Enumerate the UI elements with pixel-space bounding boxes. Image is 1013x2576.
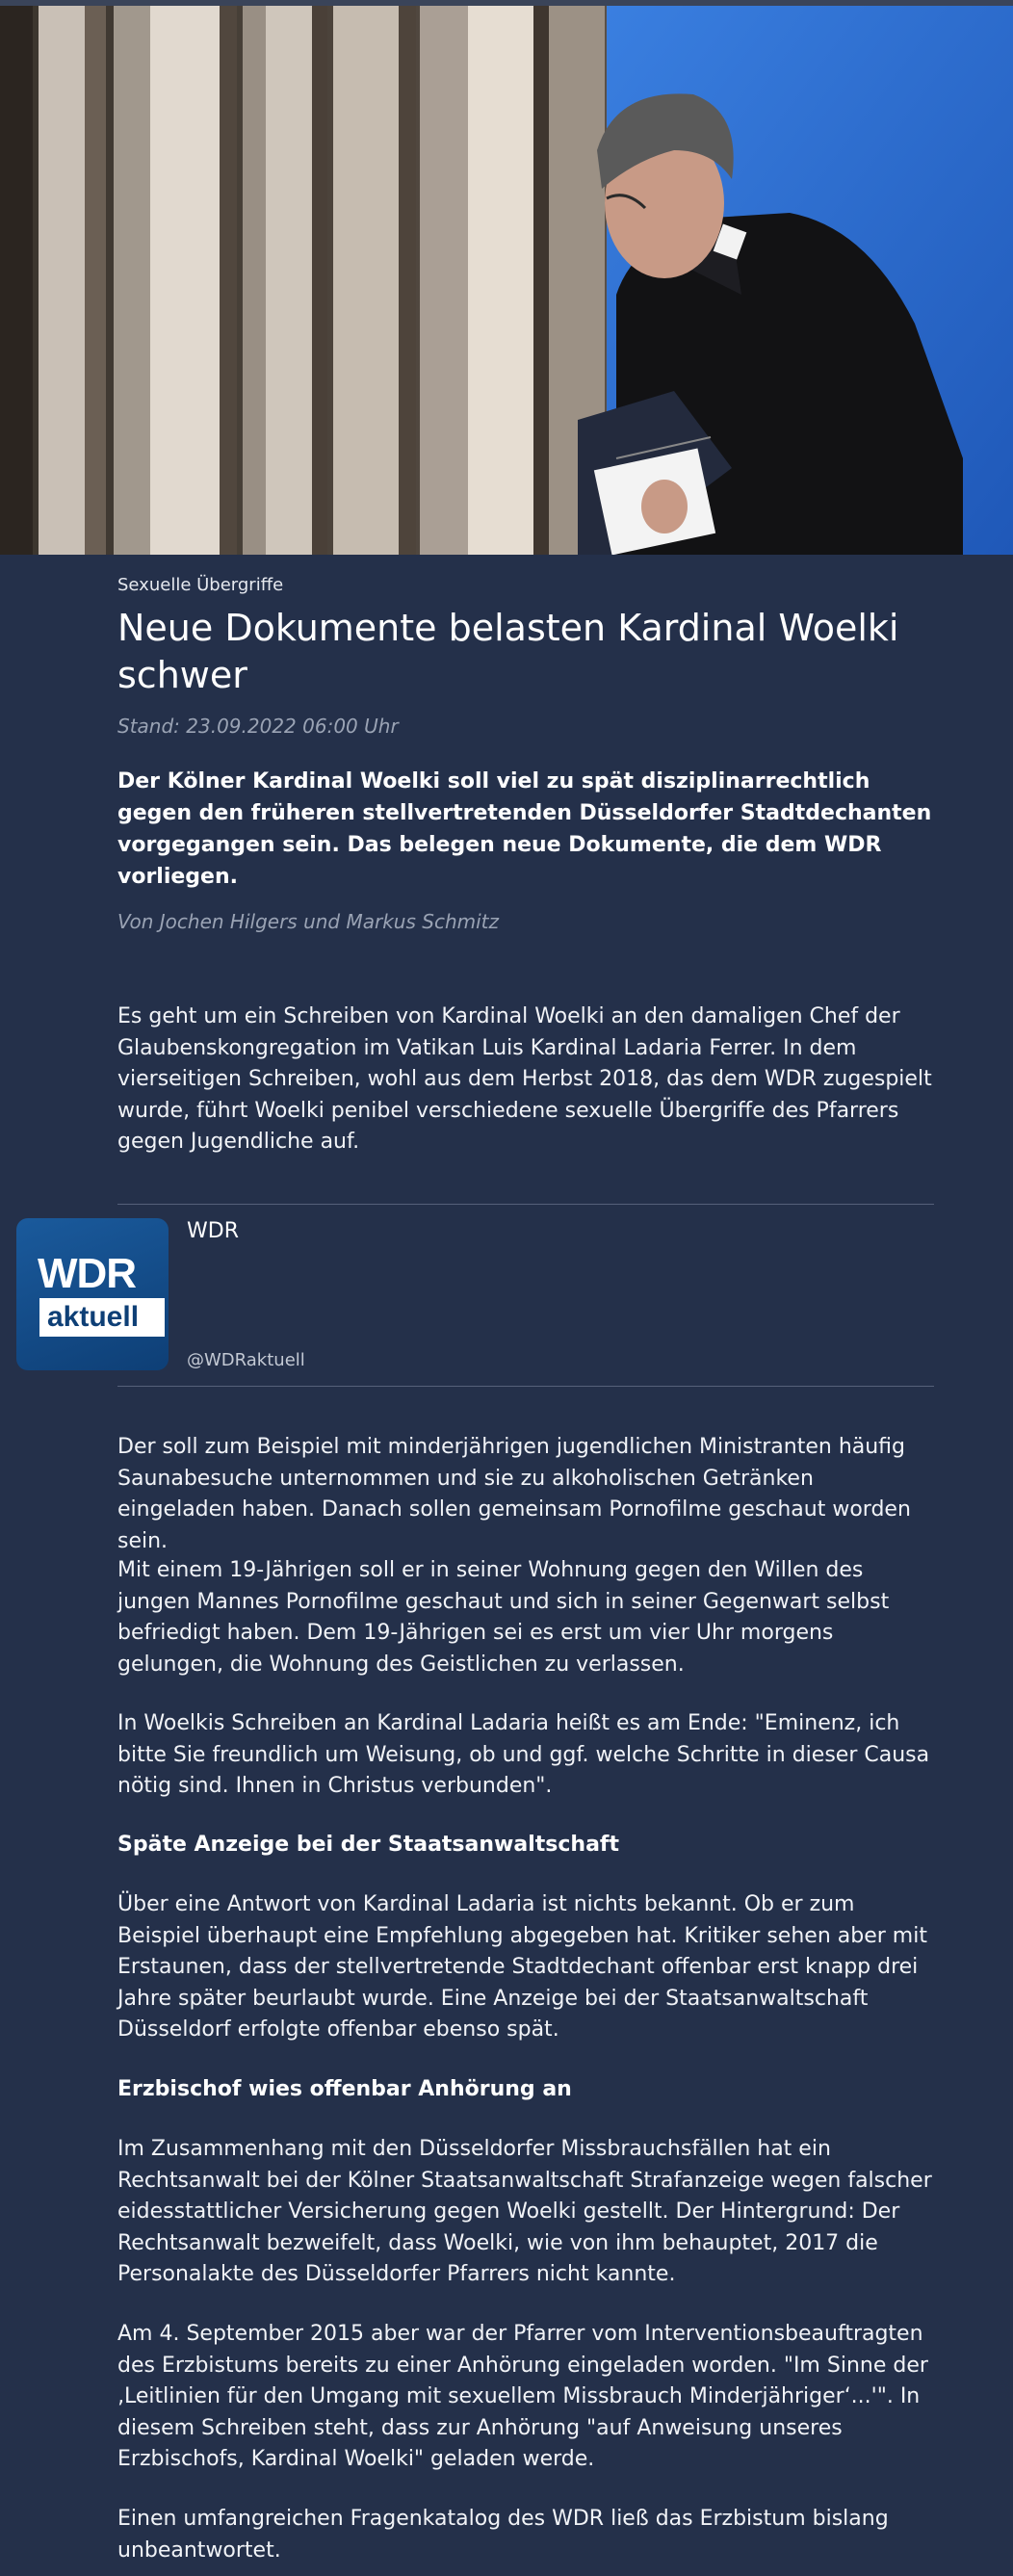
article-author: Von Jochen Hilgers und Markus Schmitz	[117, 910, 499, 933]
article-paragraph: Einen umfangreichen Fragenkatalog des WDR ließ das Erzbistum bislang unbeantwortet.	[117, 2507, 889, 2563]
logo-wdr-text: WDR	[38, 1250, 137, 1297]
article-lead: Der Kölner Kardinal Woelki soll viel zu spät disziplinarrechtlich gegen den früheren stellvertretenden Düsseldorfer Stadtdechanten vorgegangen sein. Das belegen neue Dokumente, die dem WDR vorliegen.	[117, 769, 932, 889]
article-paragraph: Im Zusammenhang mit den Düsseldorfer Missbrauchsfällen hat ein Rechtsanwalt bei der Kölner Staatsanwaltschaft Strafanzeige wegen falscher eidesstattlicher Versicherung gegen Woelki gestellt. Der Hintergrund: Der Rechtsanwalt bezweifelt, dass Woelki, wie von ihm behauptet, 2017 die Personalakte des Düsseldorfer Pfarrers nicht kannte.	[117, 2137, 932, 2286]
article-paragraph: Mit einem 19-Jährigen soll er in seiner Wohnung gegen den Willen des jungen Mannes Pornofilme geschaut und sich in seiner Gegenwart selbst befriedigt haben. Dem 19-Jährigen sei es erst um vier Uhr morgens gelungen, die Wohnung des Geistlichen zu verlassen.	[117, 1558, 890, 1677]
article-kicker: Sexuelle Übergriffe	[117, 575, 284, 595]
embed-bottom-divider	[117, 1386, 934, 1387]
article-paragraph: Der soll zum Beispiel mit minderjährigen jugendlichen Ministranten häufig Saunabesuche unternommen und sie zu alkoholischen Getränken eingeladen haben. Danach sollen gemeinsam Pornofilme geschaut worden sein.	[117, 1435, 911, 1553]
section-heading: Erzbischof wies offenbar Anhörung an	[117, 2077, 572, 2101]
section-heading: Späte Anzeige bei der Staatsanwaltschaft	[117, 1833, 619, 1857]
article-paragraph: Über eine Antwort von Kardinal Ladaria ist nichts bekannt. Ob er zum Beispiel überhaupt eine Empfehlung abgegeben hat. Kritiker sehen aber mit Erstaunen, dass der stellvertretende Stadtdechant offenbar erst knapp drei Jahre später beurlaubt wurde. Eine Anzeige bei der Staatsanwaltschaft Düsseldorf erfolgte offenbar ebenso spät.	[117, 1892, 927, 2042]
logo-aktuell-badge: aktuell	[39, 1298, 165, 1337]
article-paragraph: In Woelkis Schreiben an Kardinal Ladaria heißt es am Ende: "Eminenz, ich bitte Sie freundlich um Weisung, ob und ggf. welche Schritte in dieser Causa nötig sind. Ihnen in Christus verbunden".	[117, 1711, 930, 1798]
embed-account-handle[interactable]: @WDRaktuell	[187, 1350, 305, 1370]
article-dateline: Stand: 23.09.2022 06:00 Uhr	[117, 715, 399, 738]
wdr-aktuell-logo[interactable]	[16, 1218, 169, 1370]
hero-image	[0, 6, 1013, 555]
article-paragraph: Am 4. September 2015 aber war der Pfarrer vom Interventionsbeauftragten des Erzbistums bereits zu einer Anhörung eingeladen worden. "Im Sinne der ‚Leitlinien für den Umgang mit sexuellem Missbrauch Minderjähriger‘...'". In diesem Schreiben steht, dass zur Anhörung "auf Anweisung unseres Erzbischofs, Kardinal Woelki" geladen werde.	[117, 2322, 928, 2471]
article-paragraph: Es geht um ein Schreiben von Kardinal Woelki an den damaligen Chef der Glaubenskongregation im Vatikan Luis Kardinal Ladaria Ferrer. In dem vierseitigen Schreiben, wohl aus dem Herbst 2018, das dem WDR zugespielt wurde, führt Woelki penibel verschiedene sexuelle Übergriffe des Pfarrers gegen Jugendliche auf.	[117, 1004, 932, 1154]
article-headline: Neue Dokumente belasten Kardinal Woelki schwer	[117, 607, 899, 696]
embed-top-divider	[117, 1204, 934, 1205]
embed-account-name[interactable]: WDR	[187, 1219, 239, 1243]
